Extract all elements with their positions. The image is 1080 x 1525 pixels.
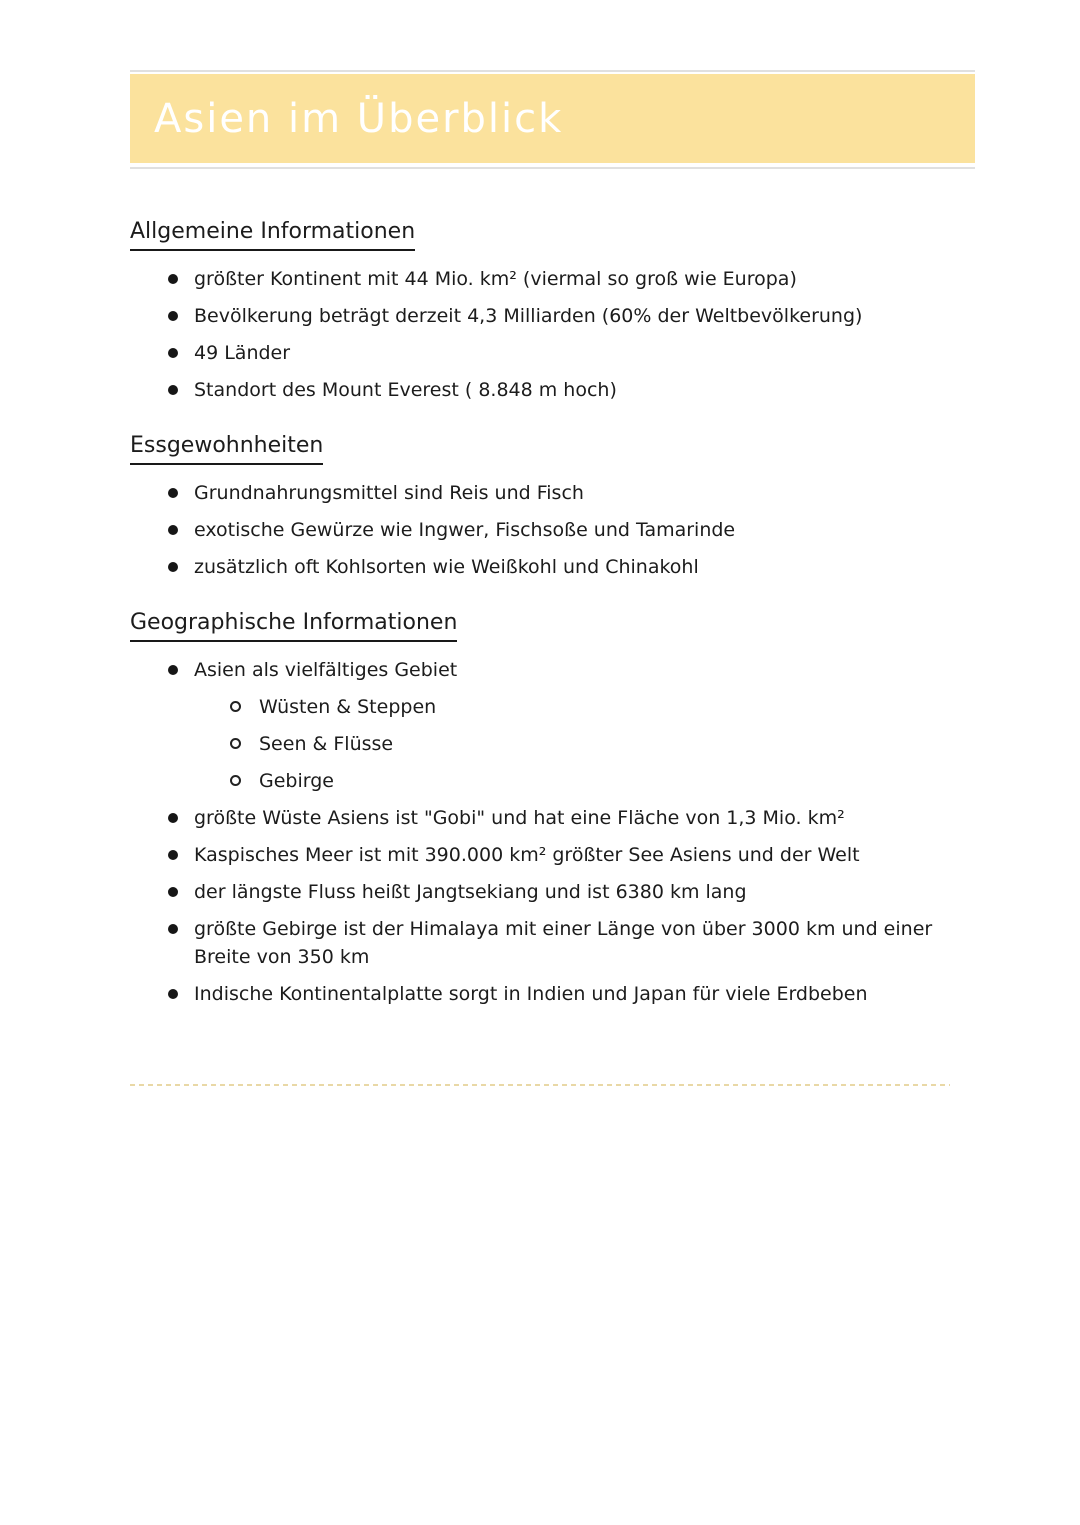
list-item (130, 265, 975, 293)
circle-bullet-icon (230, 775, 241, 786)
bullet-list (130, 479, 975, 581)
banner-bottom-rule (130, 167, 975, 169)
dashed-separator-line (130, 1084, 950, 1086)
list-item (130, 339, 975, 367)
section-essgewohnheiten (130, 432, 975, 581)
bullet-list (130, 265, 975, 404)
list-item-text: Seen & Flüsse (259, 733, 394, 755)
list-item-text: Standort des Mount Everest ( 8.848 m hoch) (194, 379, 617, 401)
bullet-icon (168, 887, 178, 897)
list-item (130, 376, 975, 404)
bullet-icon (168, 348, 178, 358)
list-item (130, 479, 975, 507)
section-geographische-informationen (130, 609, 975, 1008)
bullet-icon (168, 562, 178, 572)
list-item (130, 980, 975, 1008)
list-item (130, 302, 975, 330)
list-item-text: exotische Gewürze wie Ingwer, Fischsoße und Tamarinde (194, 519, 736, 541)
page-title: Asien im Überblick (154, 95, 564, 142)
section-heading-row (130, 432, 975, 465)
section-heading: Allgemeine Informationen (130, 218, 415, 251)
bullet-icon (168, 274, 178, 284)
list-item-text: der längste Fluss heißt Jangtsekiang und ist 6380 km lang (194, 881, 747, 903)
bullet-icon (168, 525, 178, 535)
list-item (130, 553, 975, 581)
bullet-icon (168, 311, 178, 321)
list-item-text: größte Gebirge ist der Himalaya mit einer Länge von über 3000 km und einer Breite von 350 km (194, 918, 933, 968)
list-item (130, 656, 975, 684)
bullet-icon (168, 989, 178, 999)
section-heading-row (130, 609, 975, 642)
list-item (130, 804, 975, 832)
bullet-icon (168, 924, 178, 934)
list-subitem (130, 730, 975, 758)
list-item-text: Wüsten & Steppen (259, 696, 437, 718)
list-item (130, 878, 975, 906)
list-item-text: 49 Länder (194, 342, 291, 364)
list-item-text: größte Wüste Asiens ist "Gobi" und hat eine Fläche von 1,3 Mio. km² (194, 807, 845, 829)
list-item (130, 915, 975, 971)
section-heading: Geographische Informationen (130, 609, 457, 642)
list-item-text: Asien als vielfältiges Gebiet (194, 659, 458, 681)
list-item (130, 841, 975, 869)
section-heading: Essgewohnheiten (130, 432, 323, 465)
list-subitem (130, 767, 975, 795)
list-item-text: größter Kontinent mit 44 Mio. km² (viermal so groß wie Europa) (194, 268, 797, 290)
bullet-icon (168, 488, 178, 498)
bullet-list (130, 656, 975, 1008)
list-subitem (130, 693, 975, 721)
list-item-text: Grundnahrungsmittel sind Reis und Fisch (194, 482, 584, 504)
list-item-text: zusätzlich oft Kohlsorten wie Weißkohl und Chinakohl (194, 556, 699, 578)
list-item-text: Gebirge (259, 770, 334, 792)
bullet-icon (168, 850, 178, 860)
bullet-icon (168, 813, 178, 823)
section-heading-row (130, 218, 975, 251)
title-banner (130, 74, 975, 163)
circle-bullet-icon (230, 738, 241, 749)
list-item (130, 516, 975, 544)
list-item-text: Indische Kontinentalplatte sorgt in Indien und Japan für viele Erdbeben (194, 983, 868, 1005)
banner-top-rule (130, 70, 975, 72)
circle-bullet-icon (230, 701, 241, 712)
bullet-icon (168, 385, 178, 395)
notes-content (130, 218, 975, 1017)
list-item-text: Kaspisches Meer ist mit 390.000 km² größter See Asiens und der Welt (194, 844, 860, 866)
list-item-text: Bevölkerung beträgt derzeit 4,3 Milliarden (60% der Weltbevölkerung) (194, 305, 863, 327)
bullet-icon (168, 665, 178, 675)
section-allgemeine-informationen (130, 218, 975, 404)
